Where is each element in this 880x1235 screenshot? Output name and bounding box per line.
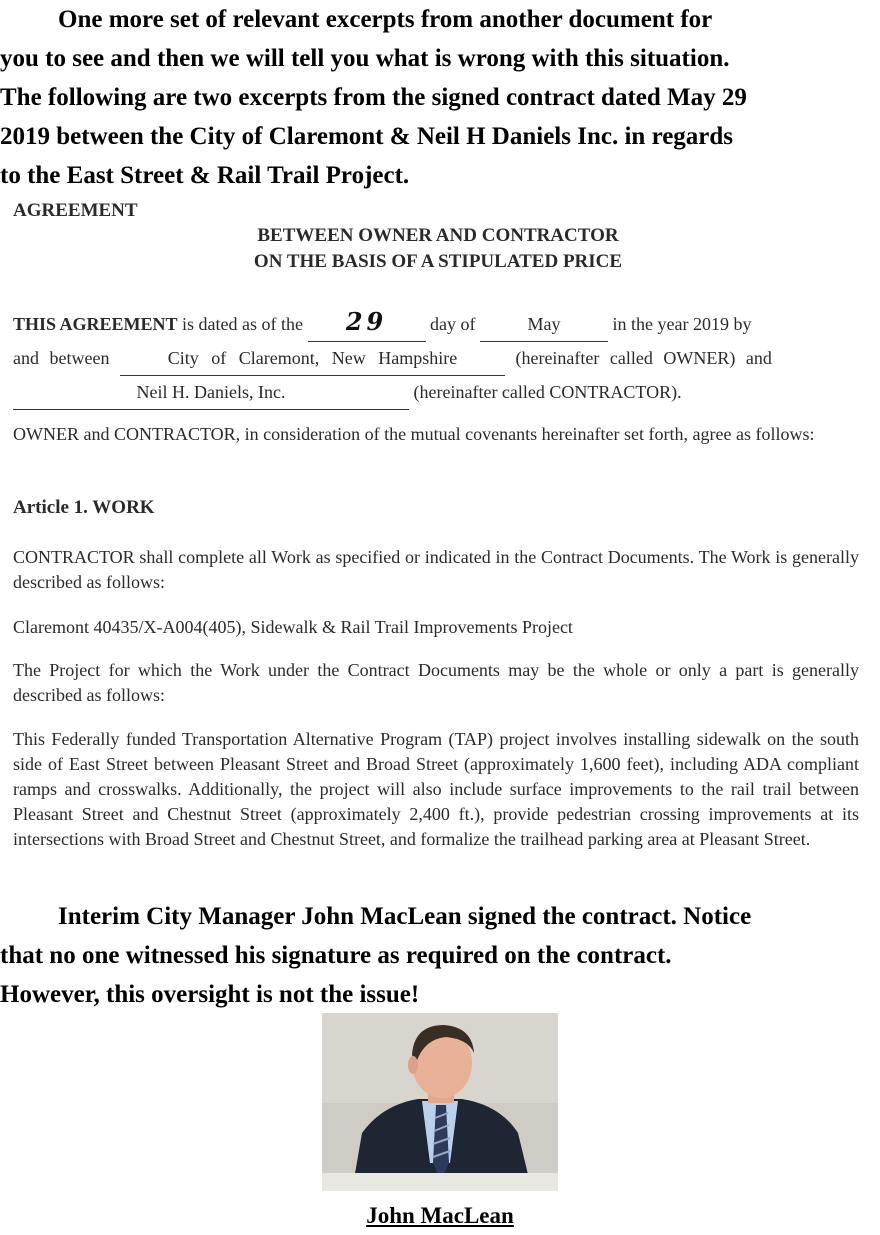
- agreement-paragraph: The Project for which the Work under the Contract Documents may be the whole or only a part is generally described as follows:: [13, 660, 859, 705]
- outro-line: Interim City Manager John MacLean signed the contract. Notice: [58, 903, 752, 930]
- intro-line: One more set of relevant excerpts from another document for: [58, 6, 713, 33]
- agreement-paragraph: CONTRACTOR shall complete all Work as specified or indicated in the Contract Documents. The Work is generally described as follows:: [13, 547, 859, 592]
- agreement-date-paragraph: [13, 305, 859, 410]
- agreement-bold-lead: THIS AGREEMENT: [13, 314, 178, 334]
- agreement-heading: AGREEMENT: [13, 200, 138, 221]
- project-description: This Federally funded Transportation Alternative Program (TAP) project involves installing sidewalk on the south side of East Street between Pleasant Street and Broad Street (approximately 1,600 feet), including ADA compliant ramps and crosswalks. Additionally, the project will also include surface improvements to the rail trail between Pleasant Street and Chestnut Street (approximately 2,400 ft.), provide pedestrian crossing improvements at its intersections with Broad Street and Chestnut Street, and formalize the trailhead parking area at Pleasant Street.: [13, 729, 859, 849]
- text-fragment: in the year 2019 by: [608, 314, 752, 334]
- text-fragment: (hereinafter called CONTRACTOR).: [409, 382, 682, 402]
- portrait-illustration: [322, 1013, 558, 1191]
- owner-field: City of Claremont, New Hampshire: [120, 342, 505, 376]
- intro-text: [0, 0, 880, 195]
- month-field: May: [480, 308, 608, 342]
- article-heading: Article 1. WORK: [13, 497, 155, 518]
- intro-line: to the East Street & Rail Trail Project.: [0, 162, 410, 189]
- project-name: Claremont 40435/X-A004(405), Sidewalk & Rail Trail Improvements Project: [13, 617, 573, 637]
- contractor-field: Neil H. Daniels, Inc.: [13, 376, 409, 410]
- intro-line: The following are two excerpts from the signed contract dated May 29: [0, 84, 747, 111]
- text-fragment: day of: [425, 314, 480, 334]
- text-fragment: is dated as of the: [177, 314, 308, 334]
- portrait-photo: [322, 1013, 558, 1191]
- intro-line: 2019 between the City of Claremont & Neil H Daniels Inc. in regards: [0, 123, 734, 150]
- text-fragment: and between: [13, 348, 120, 368]
- agreement-subheading: ON THE BASIS OF A STIPULATED PRICE: [253, 251, 623, 272]
- agreement-paragraph: OWNER and CONTRACTOR, in consideration of the mutual covenants hereinafter set forth, agree as follows:: [13, 424, 815, 444]
- outro-line: However, this oversight is not the issue!: [0, 981, 420, 1008]
- outro-text: [0, 897, 880, 1014]
- intro-line: you to see and then we will tell you what is wrong with this situation.: [0, 45, 730, 72]
- handwritten-day: 29: [345, 307, 388, 336]
- outro-line: that no one witnessed his signature as required on the contract.: [0, 942, 672, 969]
- photo-caption: John MacLean: [366, 1203, 514, 1228]
- text-fragment: (hereinafter called OWNER) and: [504, 348, 772, 368]
- agreement-subheading: BETWEEN OWNER AND CONTRACTOR: [257, 225, 619, 246]
